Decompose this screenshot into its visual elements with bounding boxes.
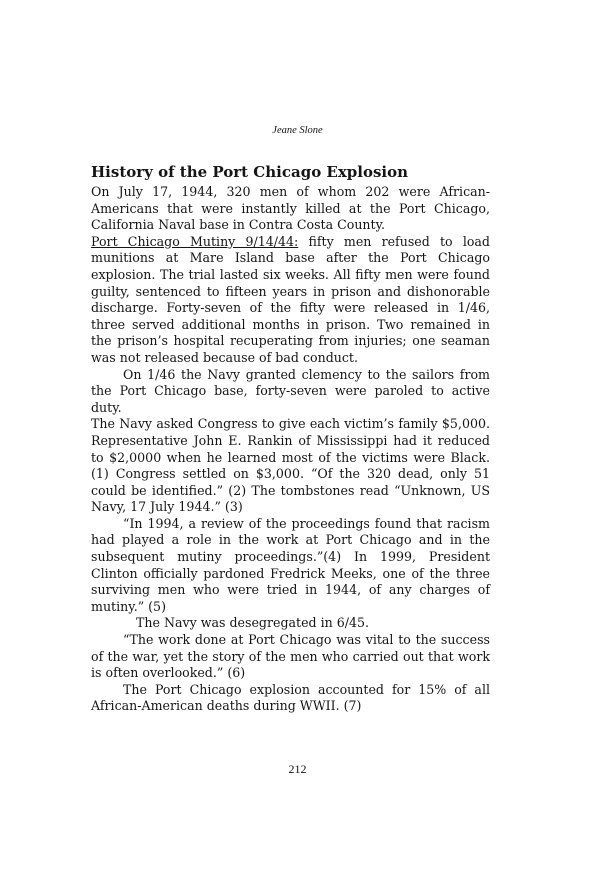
- paragraph-wwii-deaths: The Port Chicago explosion accounted for 15% of all African-American deaths during WWII. (7): [91, 681, 490, 714]
- paragraph-desegregation: The Navy was desegregated in 6/45.: [136, 615, 370, 631]
- running-header-author: Jeane Slone: [272, 125, 323, 136]
- paragraph-explosion-summary: On July 17, 1944, 320 men of whom 202 were African-Americans that were instantly killed at the Port Chicago, California Naval base in Contra Costa County.: [91, 184, 490, 233]
- paragraph-quote-overlooked: “The work done at Port Chicago was vital to the success of the war, yet the story of the men who carried out that work is often overlooked.” (6): [91, 632, 490, 681]
- mutiny-text: fifty men refused to load munitions at Mare Island base after the Port Chicago explosion. The trial lasted six weeks. All fifty men were found guilty, sentenced to fifteen years in prison and dishonorable discharge. Forty-seven of the fifty were released in 1/46, three served additional months in prison. Two remained in the prison’s hospital recuperating from injuries; one seaman was not released because of bad conduct.: [91, 233, 490, 365]
- paragraph-clemency: On 1/46 the Navy granted clemency to the sailors from the Port Chicago base, forty-seven were paroled to active duty.: [91, 366, 490, 415]
- paragraph-mutiny: [91, 234, 490, 367]
- page-number: 212: [288, 762, 307, 776]
- page-body: [91, 163, 490, 715]
- section-heading: History of the Port Chicago Explosion: [91, 163, 409, 181]
- paragraph-compensation: The Navy asked Congress to give each victim’s family $5,000. Representative John E. Rankin of Mississippi had it reduced to $2,0000 when he learned most of the victims were Black.(1) Congress settled on $3,000. “Of the 320 dead, only 51 could be identified.” (2) The tombstones read “Unknown, US Navy, 17 July 1944.” (3): [91, 416, 490, 515]
- paragraph-review-1994: “In 1994, a review of the proceedings found that racism had played a role in the work at Port Chicago and in the subsequent mutiny proceedings.”(4) In 1999, President Clinton officially pardoned Fredrick Meeks, one of the three surviving men who were tried in 1944, of any charges of mutiny.” (5): [91, 515, 490, 614]
- mutiny-label: Port Chicago Mutiny 9/14/44:: [91, 233, 299, 249]
